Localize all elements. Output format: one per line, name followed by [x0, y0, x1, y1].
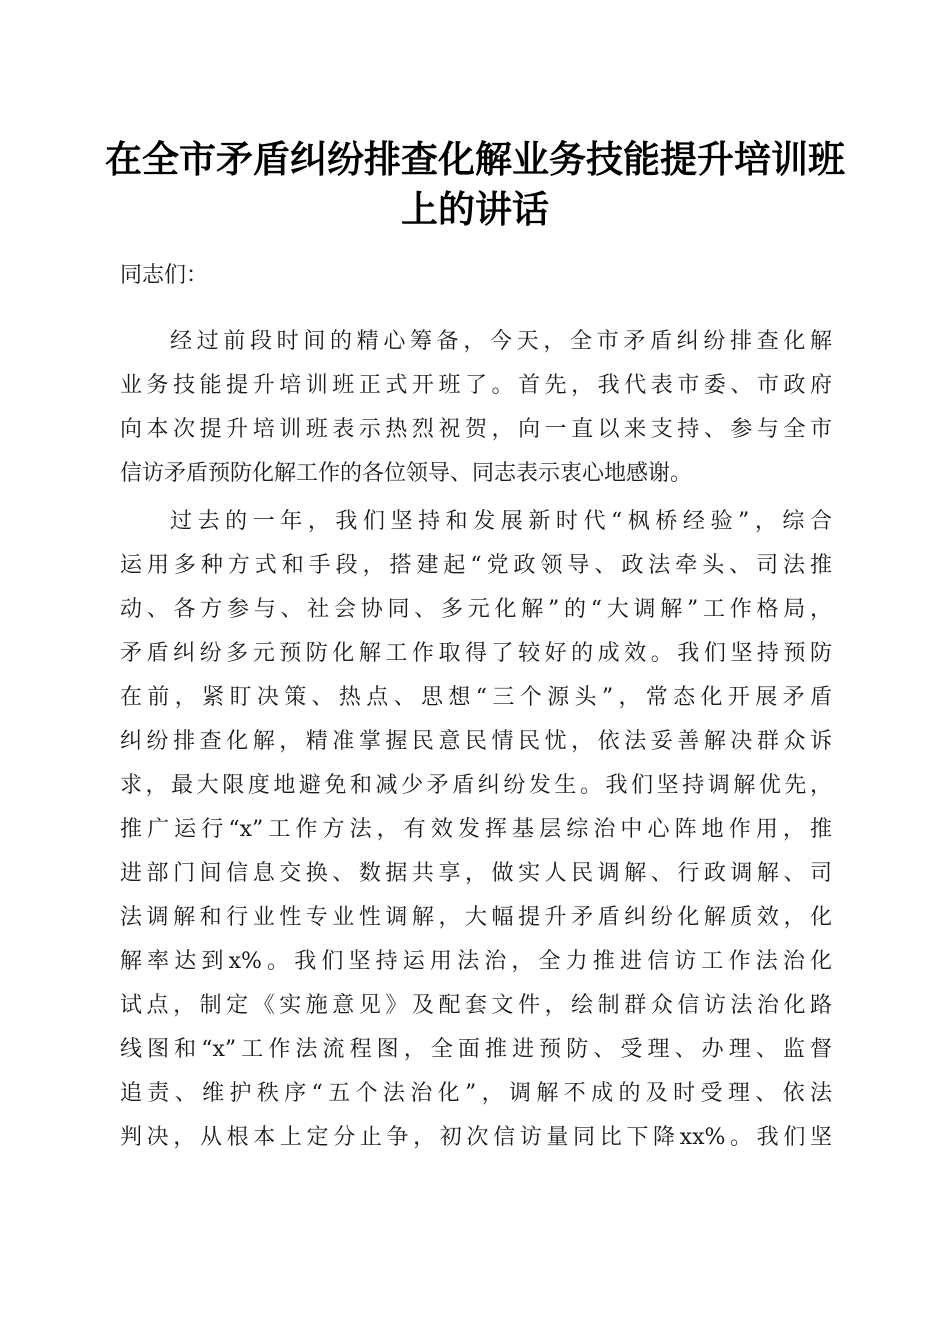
- salutation: 同志们：: [120, 263, 209, 288]
- paragraph-2-line: 判决，从根本上定分止争，初次信访量同比下降xx%。我们坚: [120, 1125, 832, 1150]
- paragraph-2-line: 试点，制定《实施意见》及配套文件，绘制群众信访法治化路: [120, 993, 832, 1018]
- paragraph-2-line: 解率达到x%。我们坚持运用法治，全力推进信访工作法治化: [120, 949, 832, 974]
- paragraph-2-line: 动、各方参与、社会协同、多元化解”的“大调解”工作格局，: [120, 597, 832, 622]
- paragraph-2-line: 纠纷排查化解，精准掌握民意民情民忧，依法妥善解决群众诉: [120, 729, 832, 754]
- paragraph-1-line: 业务技能提升培训班正式开班了。首先，我代表市委、市政府: [120, 373, 832, 398]
- paragraph-1-line: 信访矛盾预防化解工作的各位领导、同志表示衷心地感谢。: [120, 461, 693, 486]
- paragraph-2-line: 求，最大限度地避免和减少矛盾纠纷发生。我们坚持调解优先，: [120, 773, 832, 798]
- document-title-line-2: 上的讲话: [401, 187, 549, 231]
- paragraph-2-line: 矛盾纠纷多元预防化解工作取得了较好的成效。我们坚持预防: [120, 641, 832, 666]
- paragraph-2-line: 运用多种方式和手段，搭建起“党政领导、政法牵头、司法推: [120, 553, 832, 578]
- paragraph-1-line: 向本次提升培训班表示热烈祝贺，向一直以来支持、参与全市: [120, 417, 832, 442]
- document-title-line-1: 在全市矛盾纠纷排查化解业务技能提升培训班: [105, 137, 845, 181]
- paragraph-2-line: 追责、维护秩序“五个法治化”，调解不成的及时受理、依法: [120, 1081, 832, 1106]
- paragraph-2-line: 过去的一年，我们坚持和发展新时代“枫桥经验”，综合: [170, 509, 832, 534]
- paragraph-2-line: 在前，紧盯决策、热点、思想“三个源头”，常态化开展矛盾: [120, 685, 832, 710]
- paragraph-1-line: 经过前段时间的精心筹备，今天，全市矛盾纠纷排查化解: [170, 329, 832, 354]
- paragraph-2-line: 线图和“x”工作法流程图，全面推进预防、受理、办理、监督: [120, 1037, 832, 1062]
- paragraph-2-line: 推广运行“x”工作方法，有效发挥基层综治中心阵地作用，推: [120, 817, 832, 842]
- paragraph-2-line: 进部门间信息交换、数据共享，做实人民调解、行政调解、司: [120, 861, 832, 886]
- paragraph-2-line: 法调解和行业性专业性调解，大幅提升矛盾纠纷化解质效，化: [120, 905, 832, 930]
